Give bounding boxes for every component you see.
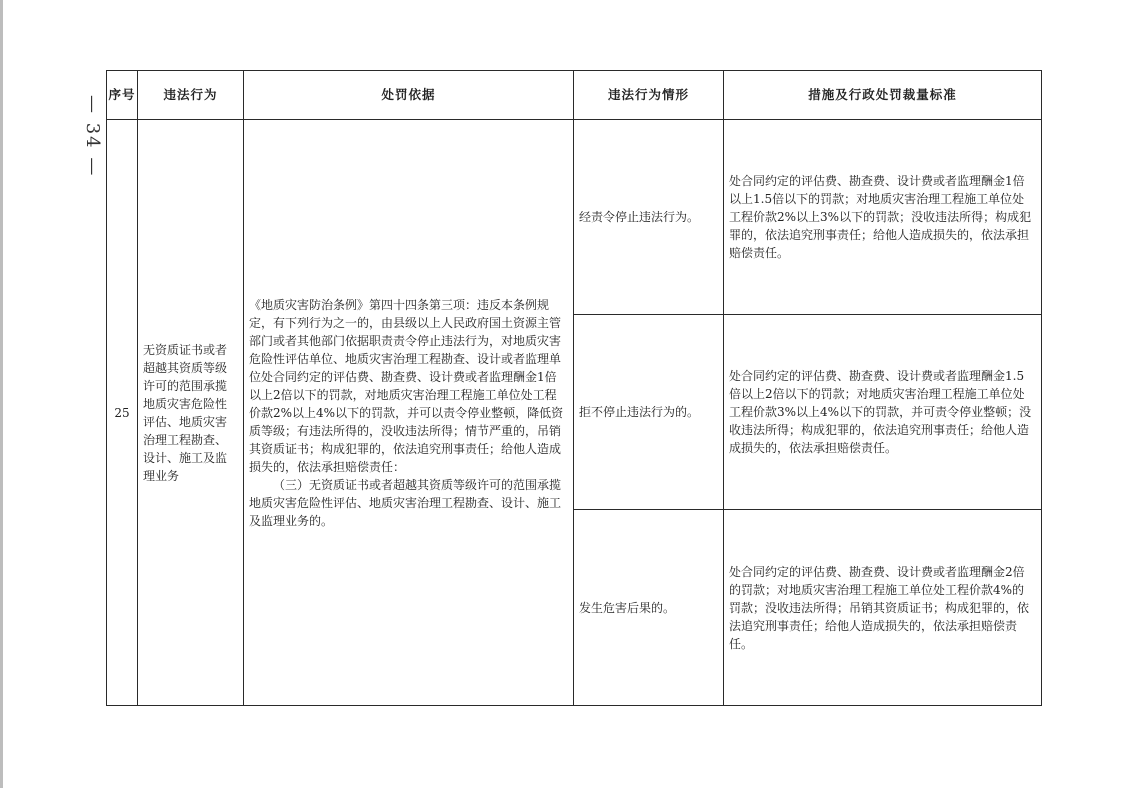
seq-cell: 25 xyxy=(107,120,138,706)
page-number: — 34 — xyxy=(82,95,103,178)
table-row xyxy=(107,120,1042,315)
measure-text: 处合同约定的评估费、勘查费、设计费或者监理酬金1倍以上1.5倍以下的罚款；对地质灾害治理工程施工单位处工程价款2%以上3%以下的罚款；没收违法所得；构成犯罪的，依法追究刑事责任；给他人造成损失的，依法承担赔偿责任。 xyxy=(729,174,1032,260)
basis-text xyxy=(244,296,573,530)
header-situation: 违法行为情形 xyxy=(574,71,724,120)
page-edge xyxy=(0,0,3,788)
violation-cell xyxy=(138,120,244,706)
measure-text: 处合同约定的评估费、勘查费、设计费或者监理酬金1.5倍以上2倍以下的罚款；对地质灾害治理工程施工单位处工程价款3%以上4%以下的罚款，并可责令停业整顿；没收违法所得；构成犯罪的，依法追究刑事责任；给他人造成损失的，依法承担赔偿责任。 xyxy=(729,369,1032,455)
basis-paragraph: 《地质灾害防治条例》第四十四条第三项：违反本条例规定，有下列行为之一的，由县级以上人民政府国土资源主管部门或者其他部门依据职责责令停止违法行为，对地质灾害危险性评估单位、地质灾害治理工程勘查、设计或者监理单位处合同约定的评估费、勘查费、设计费或者监理酬金1倍以上2倍以下的罚款，对地质灾害治理工程施工单位处工程价款2%以上4%以下的罚款，并可以责令停业整顿，降低资质等级；有违法所得的，没收违法所得；情节严重的，吊销其资质证书；构成犯罪的，依法追究刑事责任；给他人造成损失的，依法承担赔偿责任： xyxy=(249,297,564,474)
header-violation: 违法行为 xyxy=(138,71,244,120)
situation-text: 经责令停止违法行为。 xyxy=(579,210,700,224)
header-measures: 措施及行政处罚裁量标准 xyxy=(724,71,1042,120)
situation-text: 拒不停止违法行为的。 xyxy=(579,405,700,419)
measure-text: 处合同约定的评估费、勘查费、设计费或者监理酬金2倍的罚款；对地质灾害治理工程施工单位处工程价款4%的罚款；没收违法所得；吊销其资质证书；构成犯罪的，依法追究刑事责任；给他人造成损失的，依法承担赔偿责任。 xyxy=(729,564,1030,651)
situation-cell xyxy=(574,510,724,706)
measure-cell xyxy=(724,315,1042,510)
basis-cell xyxy=(244,120,574,706)
basis-paragraph-item: （三）无资质证书或者超越其资质等级许可的范围承揽地质灾害危险性评估、地质灾害治理工程勘查、设计、施工及监理业务的。 xyxy=(249,477,562,528)
header-seq: 序号 xyxy=(107,71,138,120)
situation-cell xyxy=(574,120,724,315)
header-basis: 处罚依据 xyxy=(244,71,574,120)
penalty-table xyxy=(106,70,1042,706)
table-header-row xyxy=(107,71,1042,120)
measure-cell xyxy=(724,510,1042,706)
violation-text: 无资质证书或者超越其资质等级许可的范围承揽地质灾害危险性评估、地质灾害治理工程勘查、设计、施工及监理业务 xyxy=(143,342,228,483)
measure-cell xyxy=(724,120,1042,315)
situation-text: 发生危害后果的。 xyxy=(579,600,676,615)
situation-cell xyxy=(574,315,724,510)
